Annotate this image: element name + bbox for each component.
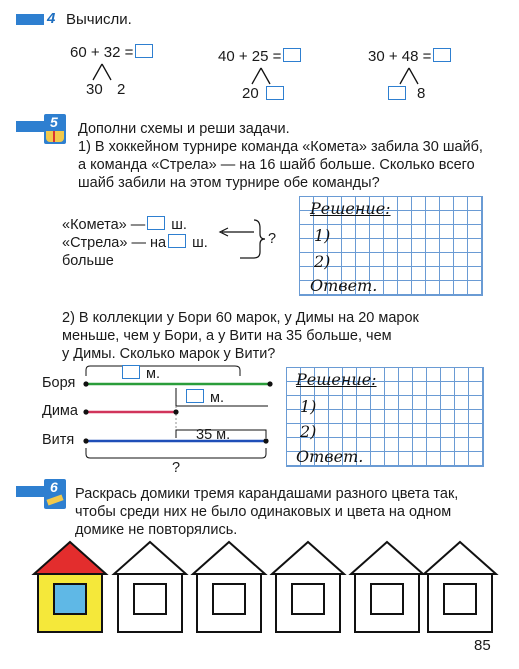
task6-marker <box>16 486 44 497</box>
ex2-left: 20 <box>242 85 259 102</box>
grid2-solution-title: Решение: <box>296 370 377 389</box>
scheme2-dima-diff-label: м. <box>184 389 224 408</box>
answer-box[interactable] <box>135 44 153 58</box>
scheme2-borya-label: м. <box>120 365 160 384</box>
task6-pencil-icon <box>44 479 66 509</box>
page-number: 85 <box>474 637 491 654</box>
task5-p2-line3: у Димы. Сколько марок у Вити? <box>62 346 276 362</box>
task4-expr3 <box>368 47 453 66</box>
task4-marker <box>16 14 44 25</box>
scheme2-question: ? <box>172 460 181 476</box>
scheme1-more: больше <box>62 253 114 269</box>
house-blank-4[interactable] <box>351 542 423 632</box>
answer-box[interactable] <box>283 48 301 62</box>
house-blank-5[interactable] <box>424 542 496 632</box>
expr2-text: 40 + 25 = <box>218 48 282 65</box>
scheme1-question: ? <box>268 231 277 247</box>
ex3-right: 8 <box>417 85 426 102</box>
scheme2-dima: Дима <box>42 403 78 419</box>
grid1-answer: Ответ. <box>310 276 378 295</box>
task5-p1-line3: шайб забили на этом турнире обе команды? <box>78 175 380 191</box>
task5-number: 5 <box>50 114 58 130</box>
task5-p1-line2: а команда «Стрела» — на 16 шайб больше. Сколько всего <box>78 157 475 173</box>
task4-expr2 <box>218 47 303 66</box>
task4-title: Вычисли. <box>66 11 132 28</box>
ex1-right: 2 <box>117 81 126 98</box>
scheme-box[interactable] <box>168 234 186 248</box>
ex2-right-box[interactable] <box>266 86 284 104</box>
scheme1-kometa: «Комета» — ш. <box>62 217 187 233</box>
task5-intro: Дополни схемы и реши задачи. <box>78 121 290 137</box>
ex3-left-box[interactable] <box>388 86 406 104</box>
task4-number: 4 <box>47 10 56 27</box>
task5-marker <box>16 121 44 132</box>
grid1-solution-title: Решение: <box>310 199 391 218</box>
house-blank-2[interactable] <box>193 542 265 632</box>
task5-p2-line1: 2) В коллекции у Бори 60 марок, у Димы на 20 марок <box>62 310 419 326</box>
task5-p1-line1: 1) В хоккейном турнире команда «Комета» забила 30 шайб, <box>78 139 483 155</box>
house-blank-3[interactable] <box>272 542 344 632</box>
scheme1-strela: «Стрела» — на ш. <box>62 235 208 251</box>
scheme2-vitya-label: 35 м. <box>196 427 231 443</box>
scheme-box[interactable] <box>186 389 204 403</box>
decompose-lines-3 <box>395 66 425 86</box>
houses-row <box>30 540 500 635</box>
grid1-step2: 2) <box>314 252 331 271</box>
answer-box[interactable] <box>433 48 451 62</box>
task4-expr1 <box>70 43 155 62</box>
task6-line3: домике не повторялись. <box>75 522 238 538</box>
scheme-box[interactable] <box>122 365 140 379</box>
scheme2-borya: Боря <box>42 375 76 391</box>
task6-line2: чтобы среди них не было одинаковых и цвета на одном <box>75 504 452 520</box>
decompose-lines-2 <box>247 66 277 86</box>
house-colored <box>34 542 106 632</box>
task5-p2-line2: меньше, чем у Бори, а у Вити на 35 больше, чем <box>62 328 392 344</box>
scheme-box[interactable] <box>147 216 165 230</box>
grid2-step1: 1) <box>300 397 317 416</box>
expr3-text: 30 + 48 = <box>368 48 432 65</box>
house-blank-1[interactable] <box>114 542 186 632</box>
task6-number: 6 <box>50 479 58 495</box>
scheme1-arrow-brace <box>210 214 270 264</box>
ex1-left: 30 <box>86 81 103 98</box>
task6-line1: Раскрась домики тремя карандашами разного цвета так, <box>75 486 459 502</box>
scheme2-vitya: Витя <box>42 432 75 448</box>
scheme2-segments <box>80 362 280 472</box>
grid2-answer: Ответ. <box>296 447 364 466</box>
grid2-step2: 2) <box>300 422 317 441</box>
grid1-step1: 1) <box>314 226 331 245</box>
task5-book-icon <box>44 114 66 144</box>
decompose-lines-1 <box>88 62 118 82</box>
expr1-text: 60 + 32 = <box>70 44 134 61</box>
